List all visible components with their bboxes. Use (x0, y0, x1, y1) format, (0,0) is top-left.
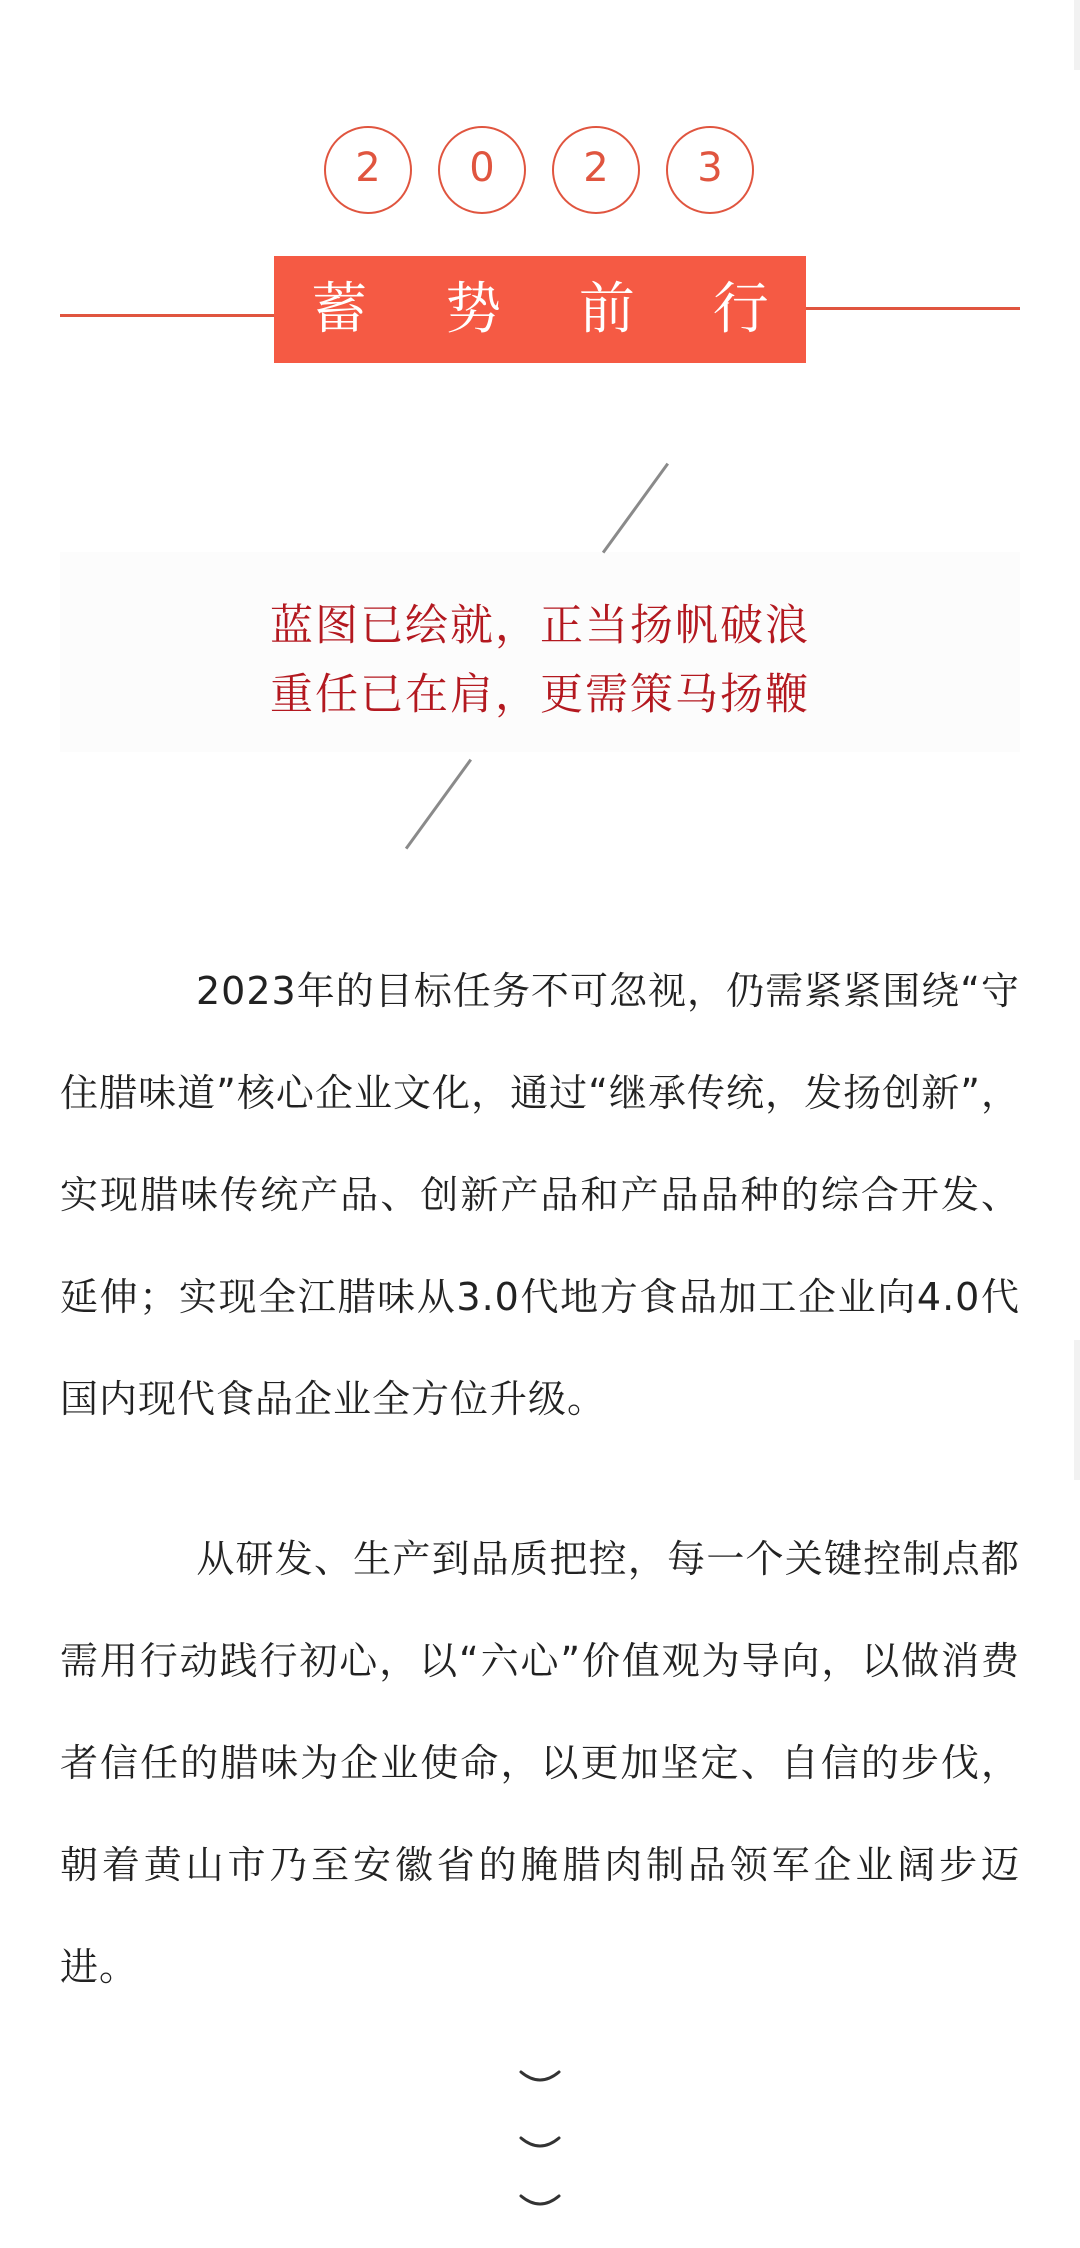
year-digit-circle: 3 (666, 126, 754, 214)
slogan-line-1: 蓝图已绘就，正当扬帆破浪 (270, 601, 810, 651)
chevron-down-icon (518, 2066, 562, 2090)
body-paragraph-2 (60, 1508, 1020, 2018)
banner-divider-right (806, 307, 1020, 310)
scroll-edge-mark (1074, 1340, 1080, 1480)
scroll-edge-mark (1074, 0, 1080, 70)
year-digit-circle: 2 (552, 126, 640, 214)
year-digit-circle: 0 (438, 126, 526, 214)
chevron-down-icon (518, 2132, 562, 2156)
body-paragraph-1 (60, 940, 1020, 1450)
chevron-down-icon (518, 2190, 562, 2214)
year-digit-circle: 2 (324, 126, 412, 214)
section-title-banner: 蓄 势 前 行 (274, 256, 806, 363)
paragraph-text: 2023年的目标任务不可忽视，仍需紧紧围绕“守住腊味道”核心企业文化，通过“继承传统，发扬创新”，实现腊味传统产品、创新产品和产品品种的综合开发、延伸；实现全江腊味从3.0代地方食品加工企业向4.0代国内现代食品企业全方位升级。 (60, 969, 1020, 1421)
decorative-slash-top (602, 463, 669, 553)
slogan-line-2: 重任已在肩，更需策马扬鞭 (270, 670, 810, 720)
decorative-slash-bottom (405, 759, 472, 849)
paragraph-text: 从研发、生产到品质把控，每一个关键控制点都需用行动践行初心，以“六心”价值观为导向，以做消费者信任的腊味为企业使命，以更加坚定、自信的步伐，朝着黄山市乃至安徽省的腌腊肉制品领军企业阔步迈进。 (60, 1537, 1020, 1989)
year-row (0, 126, 1080, 214)
banner-divider-left (60, 314, 274, 317)
